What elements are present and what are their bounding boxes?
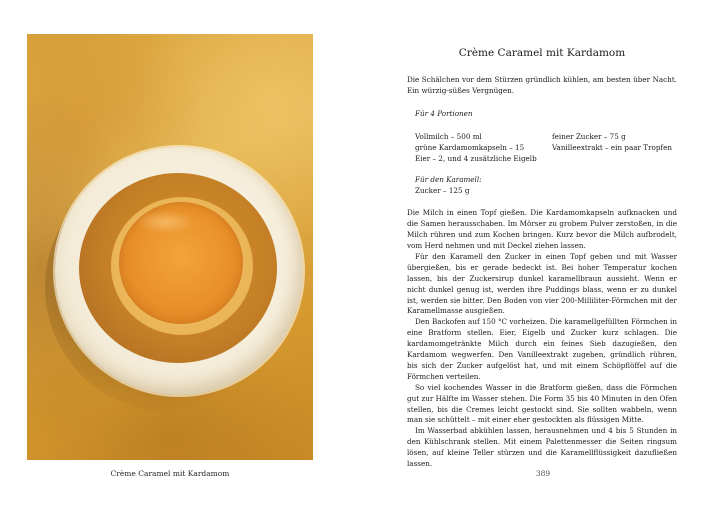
recipe-intro: Die Schälchen vor dem Stürzen gründlich kühlen, am besten über Nacht. Ein würzig-süßes Vergnügen. (407, 75, 677, 95)
caramel-heading: Für den Karamell: (415, 175, 482, 185)
method (407, 208, 677, 470)
method-step: Für den Karamell den Zucker in einen Topf geben und mit Wasser übergießen, bis er gerade bedeckt ist. Bei hoher Temperatur kochen lassen, bis der Zuckersirup dunkel karamellbraun aussieht. Wenn er nicht dunkel genug ist, werden ihre Puddings blass, wenn er zu dunkel ist, werden sie bitter. Den Boden von vier 200-Milliliter-Förmchen mit der Karamellmasse ausgießen. (407, 251, 677, 316)
recipe-page (407, 46, 677, 470)
caramel-ingredient: Zucker – 125 g (415, 186, 470, 196)
ingredient-item: Eier – 2, und 4 zusätzliche Eigelb (415, 153, 537, 163)
ingredient-item: Vollmilch – 500 ml (415, 131, 482, 141)
ingredient-item: feiner Zucker – 75 g (552, 131, 626, 141)
photo-caption: Crème Caramel mit Kardamom (110, 469, 230, 478)
recipe-title: Crème Caramel mit Kardamom (458, 47, 626, 59)
servings: Für 4 Portionen (415, 108, 473, 118)
ingredient-item: grüne Kardamomkapseln – 15 (415, 142, 525, 152)
method-step: So viel kochendes Wasser in die Bratform gießen, dass die Förmchen gut zur Hälfte im Wasser stehen. Die Form 35 bis 40 Minuten in den Ofen stellen, bis die Cremes leicht gestockt sind. Sie sollten wabbeln, wenn man sie schüttelt – mit einer eher gestockten als flüssigen Mitte. (407, 382, 677, 425)
ingredient-list (415, 132, 677, 165)
flan-highlight (135, 210, 195, 234)
page-number: 389 (535, 469, 551, 478)
ingredient-column-left (415, 132, 552, 165)
ingredient-column-right (552, 132, 672, 165)
creme-caramel-photo (27, 34, 313, 460)
ingredient-item: Vanilleextrakt – ein paar Tropfen (552, 142, 672, 152)
method-step: Im Wasserbad abkühlen lassen, herausnehmen und 4 bis 5 Stunden in den Kühlschrank stellen. Mit einem Palettenmesser die Seiten ringsum lösen, auf kleine Teller stürzen und die Karamellflüssigkeit dazufließen lassen. (407, 426, 677, 469)
method-step: Den Backofen auf 150 °C vorheizen. Die karamellgefüllten Förmchen in eine Bratform stellen. Eier, Eigelb und Zucker kurz schlagen. Die kardamomgetränkte Milch durch ein feines Sieb dazugießen, den Kardamom wegwerfen. Den Vanilleextrakt zugeben, gründlich rühren, bis sich der Zucker aufgelöst hat, und mit einem Schöpflöffel auf die Förmchen verteilen. (407, 317, 677, 381)
method-step: Die Milch in einen Topf gießen. Die Kardamomkapseln aufknacken und die Samen herausschaben. Im Mörser zu grobem Pulver zerstoßen, in die Milch rühren und zum Kochen bringen. Kurz bevor die Milch aufbrodelt, vom Herd nehmen und mit Deckel ziehen lassen. (407, 208, 677, 250)
